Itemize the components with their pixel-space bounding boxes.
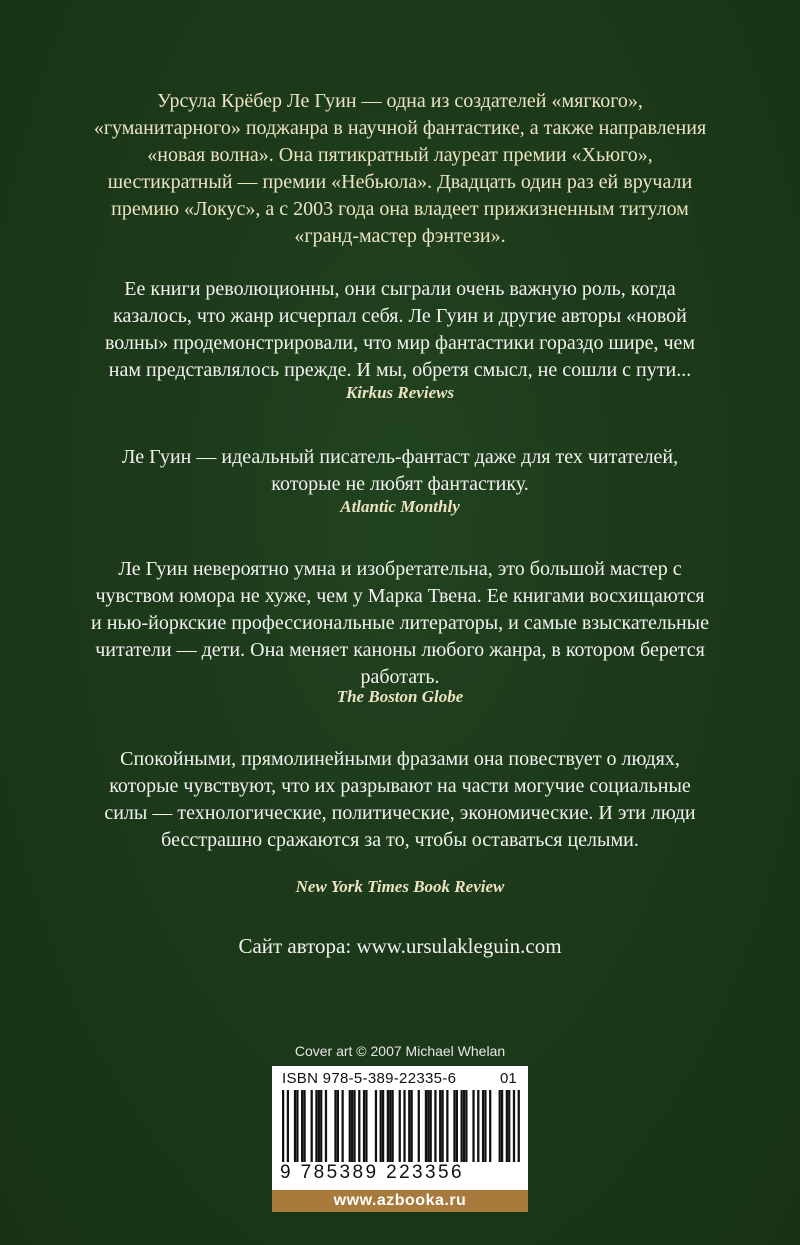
barcode-bar — [453, 1090, 455, 1162]
barcode-bar — [484, 1090, 486, 1162]
barcode-bar — [411, 1090, 413, 1162]
barcode-bar — [425, 1090, 427, 1162]
review-quote-kirkus: Ее книги революционны, они сыграли очень важную роль, когда казалось, что жанр исчерпал себя. Ле Гуин и другие авторы «новой волны» продемонстрировали, что мир фантастики гораздо шире, чем нам представлялось прежде. И мы, обретя смысл, не сошли с пути... — [104, 278, 696, 381]
barcode-bar — [387, 1090, 389, 1162]
barcode-bar — [482, 1090, 484, 1162]
review-source-kirkus: Kirkus Reviews — [345, 383, 455, 402]
review-source-boston-globe: The Boston Globe — [336, 687, 464, 706]
barcode-bar — [375, 1090, 377, 1162]
barcode-bar — [303, 1090, 305, 1162]
barcode-bar — [427, 1090, 429, 1162]
barcode-bar — [358, 1090, 360, 1162]
barcode-bar — [389, 1090, 391, 1162]
barcode-bar — [325, 1090, 327, 1162]
barcode-bar — [434, 1090, 436, 1162]
review-source-nytbr: New York Times Book Review — [295, 877, 505, 896]
barcode-bar — [365, 1090, 367, 1162]
barcode-digits: 9 785389 223356 — [280, 1162, 464, 1183]
author-bio: Урсула Крёбер Ле Гуин — одна из создателей «мягкого», «гуманитарного» поджанра в научной фантастике, а также направления «новая волна». Она пятикратный лауреат премии «Хьюго», шестикратный — премии «Небьюла». Двадцать один раз ей вручали премию «Локус», а с 2003 года она владеет прижизненным титулом «гранд-мастер фэнтези». — [93, 90, 707, 247]
barcode-bar — [320, 1090, 322, 1162]
cover-art-credit: Cover art © 2007 Michael Whelan — [294, 1043, 506, 1059]
barcode-bar — [518, 1090, 520, 1162]
barcode-bar — [399, 1090, 401, 1162]
barcode-bar — [463, 1090, 465, 1162]
isbn-number: ISBN 978-5-389-22335-6 — [282, 1070, 457, 1087]
publisher-url: www.azbooka.ru — [272, 1190, 528, 1212]
barcode-bar — [318, 1090, 320, 1162]
barcode-bar — [296, 1090, 298, 1162]
review-source-atlantic: Atlantic Monthly — [340, 497, 460, 516]
barcode-bar — [408, 1090, 410, 1162]
barcode-bar — [418, 1090, 420, 1162]
isbn-addon-code: 01 — [500, 1070, 517, 1087]
barcode-bar — [382, 1090, 384, 1162]
barcode-bar — [342, 1090, 344, 1162]
barcode-bar — [477, 1090, 479, 1162]
barcode-bar — [282, 1090, 284, 1162]
barcode-bar — [363, 1090, 365, 1162]
barcode-bar — [301, 1090, 303, 1162]
barcode-bar — [508, 1090, 510, 1162]
barcode-bar — [465, 1090, 467, 1162]
barcode-bar — [391, 1090, 393, 1162]
barcode-bar — [499, 1090, 501, 1162]
barcode-bar — [446, 1090, 448, 1162]
barcode-bar — [472, 1090, 474, 1162]
barcode-bar — [456, 1090, 458, 1162]
author-site-line: Сайт автора: www.ursulakleguin.com — [238, 934, 562, 958]
review-quote-atlantic: Ле Гуин — идеальный писатель-фантаст даже для тех читателей, которые не любят фантастику. — [121, 446, 679, 495]
barcode-bar — [315, 1090, 317, 1162]
barcode-bar — [380, 1090, 382, 1162]
isbn-barcode-block — [272, 1066, 528, 1190]
barcode-bar — [351, 1090, 353, 1162]
review-quote-nytbr: Спокойными, прямолинейными фразами она повествует о людях, которые чувствуют, что их разрывают на части могучие социальные силы — технологические, политические, экономические. И эти люди бесстрашно сражаются за то, чтобы оставаться целыми. — [104, 748, 696, 851]
barcode-bar — [506, 1090, 508, 1162]
barcode-bar — [337, 1090, 339, 1162]
barcode-bar — [294, 1090, 296, 1162]
barcode-bar — [353, 1090, 355, 1162]
barcode-bar — [461, 1090, 463, 1162]
barcode-bar — [441, 1090, 443, 1162]
barcode-bar — [287, 1090, 289, 1162]
barcode-bar — [489, 1090, 491, 1162]
barcode-bar — [334, 1090, 336, 1162]
barcode-bar — [311, 1090, 313, 1162]
barcode-bar — [403, 1090, 405, 1162]
barcode-bar — [349, 1090, 351, 1162]
barcode-bar — [439, 1090, 441, 1162]
barcode-image — [282, 1090, 520, 1162]
barcode-bar — [501, 1090, 503, 1162]
barcode-bar — [430, 1090, 432, 1162]
review-quote-boston-globe: Ле Гуин невероятно умна и изобретательна, это большой мастер с чувством юмора не хуже, чем у Марка Твена. Ее книгами восхищаются и нью-йоркские профессиональные литераторы, и самые взыскательные читатели — дети. Она меняет каноны любого жанра, в котором берется работать. — [90, 558, 709, 688]
barcode-bar — [513, 1090, 515, 1162]
